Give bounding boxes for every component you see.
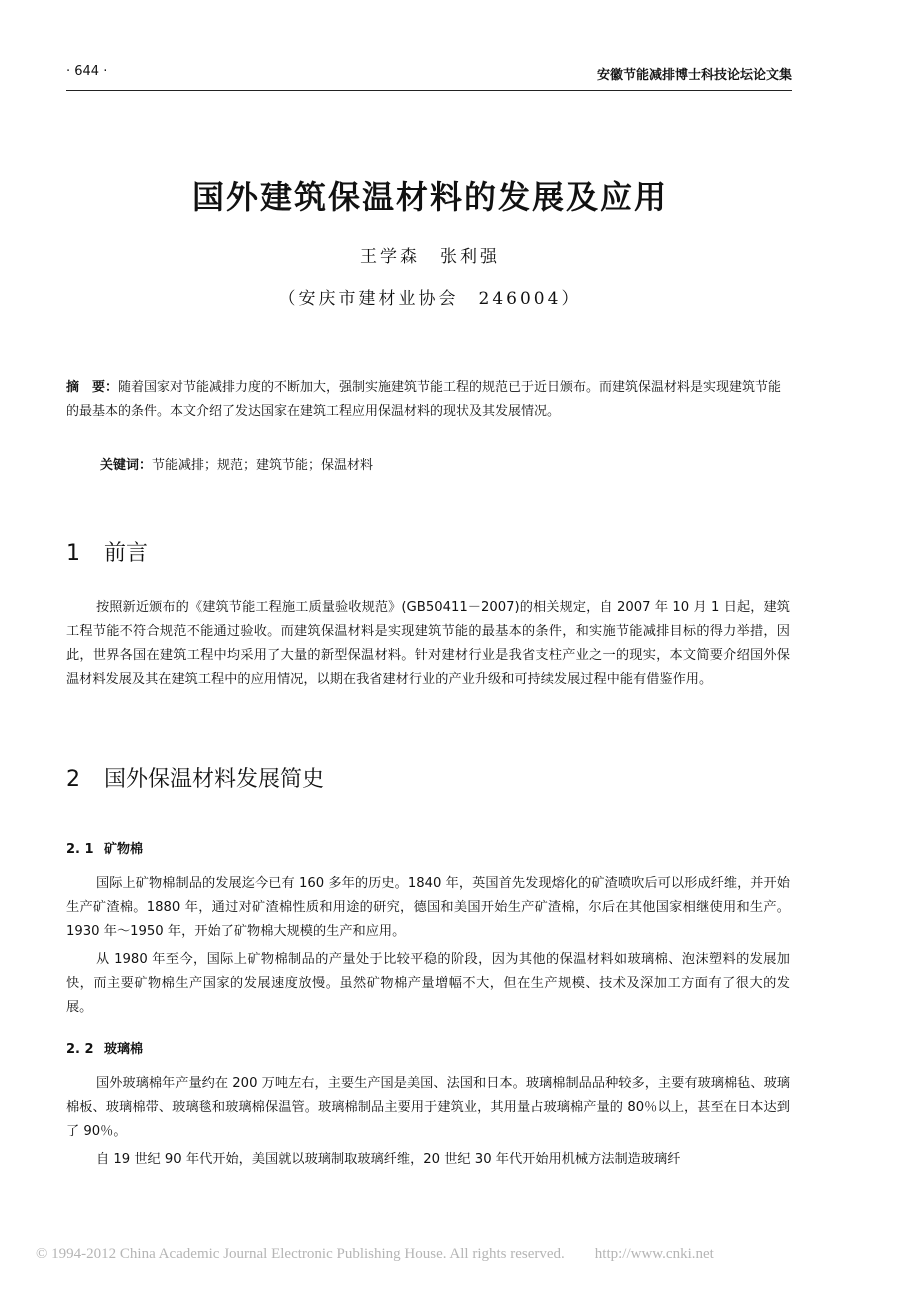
- subsection-2-2-heading: [66, 1038, 143, 1057]
- affiliation: （安庆市建材业协会 246004）: [278, 289, 582, 309]
- page-number: · 644 ·: [66, 64, 108, 79]
- section-1-heading: [66, 536, 148, 567]
- subsection-number: 2. 1: [66, 842, 94, 857]
- section-number: 2: [66, 767, 80, 792]
- subsection-2-1-heading: [66, 838, 143, 857]
- subsection-title: 矿物棉: [104, 842, 144, 857]
- abstract-text: 随着国家对节能减排力度的不断加大，强制实施建筑节能工程的规范已于近日颁布。而建筑保温材料是实现建筑节能的最基本的条件。本文介绍了发达国家在建筑工程应用保温材料的现状及其发展情况。: [66, 380, 782, 419]
- subsection-2-2-paragraph-1: 国外玻璃棉年产量约在 200 万吨左右，主要生产国是美国、法国和日本。玻璃棉制品品种较多，主要有玻璃棉毡、玻璃棉板、玻璃棉带、玻璃毯和玻璃棉保温管。玻璃棉制品主要用于建筑业，其用量占玻璃棉产量的 80％以上，甚至在日本达到了 90％。: [66, 1076, 790, 1139]
- journal-title: 安徽节能减排博士科技论坛论文集: [596, 68, 792, 83]
- authors: 王学森 张利强: [360, 247, 500, 267]
- keywords: [100, 454, 790, 478]
- section-title: 国外保温材料发展简史: [104, 767, 325, 792]
- subsection-2-1-paragraph-2: 从 1980 年至今，国际上矿物棉制品的产量处于比较平稳的阶段，因为其他的保温材料如玻璃棉、泡沫塑料的发展加快，而主要矿物棉生产国家的发展速度放慢。虽然矿物棉产量增幅不大，但在生产规模、技术及深加工方面有了很大的发展。: [66, 952, 790, 1015]
- section-2-heading: [66, 762, 324, 793]
- subsection-2-2-paragraph-2: 自 19 世纪 90 年代开始，美国就以玻璃制取玻璃纤维，20 世纪 30 年代开始用机械方法制造玻璃纤: [96, 1152, 681, 1167]
- running-header: [66, 64, 792, 91]
- keywords-text: 节能减排；规范；建筑节能；保温材料: [152, 458, 374, 473]
- article-title: 国外建筑保温材料的发展及应用: [191, 178, 668, 216]
- abstract: [66, 376, 792, 424]
- subsection-number: 2. 2: [66, 1042, 94, 1057]
- section-1-paragraph: 按照新近颁布的《建筑节能工程施工质量验收规范》(GB50411－2007)的相关规定，自 2007 年 10 月 1 日起，建筑工程节能不符合规范不能通过验收。而建筑保温材料是实现建筑节能的最基本的条件，和实施节能减排目标的得力举措，因此，世界各国在建筑工程中均采用了大量的新型保温材料。针对建材行业是我省支柱产业之一的现实，本文简要介绍国外保温材料发展及其在建筑工程中的应用情况，以期在我省建材行业的产业升级和可持续发展过程中能有借鉴作用。: [66, 600, 790, 687]
- section-title: 前言: [104, 541, 149, 566]
- subsection-2-1-paragraph-1: 国际上矿物棉制品的发展迄今已有 160 多年的历史。1840 年，英国首先发现熔化的矿渣喷吹后可以形成纤维，并开始生产矿渣棉。1880 年，通过对矿渣棉性质和用途的研究，德国和美国开始生产矿渣棉，尔后在其他国家相继使用和生产。1930 年～1950 年，开始了矿物棉大规模的生产和应用。: [66, 876, 790, 939]
- section-number: 1: [66, 541, 80, 566]
- abstract-label: 摘 要：: [66, 380, 119, 395]
- keywords-label: 关键词：: [100, 458, 153, 473]
- copyright-footer: © 1994-2012 China Academic Journal Electronic Publishing House. All rights reserved. http://www.cnki.net: [36, 1246, 714, 1262]
- subsection-title: 玻璃棉: [104, 1042, 144, 1057]
